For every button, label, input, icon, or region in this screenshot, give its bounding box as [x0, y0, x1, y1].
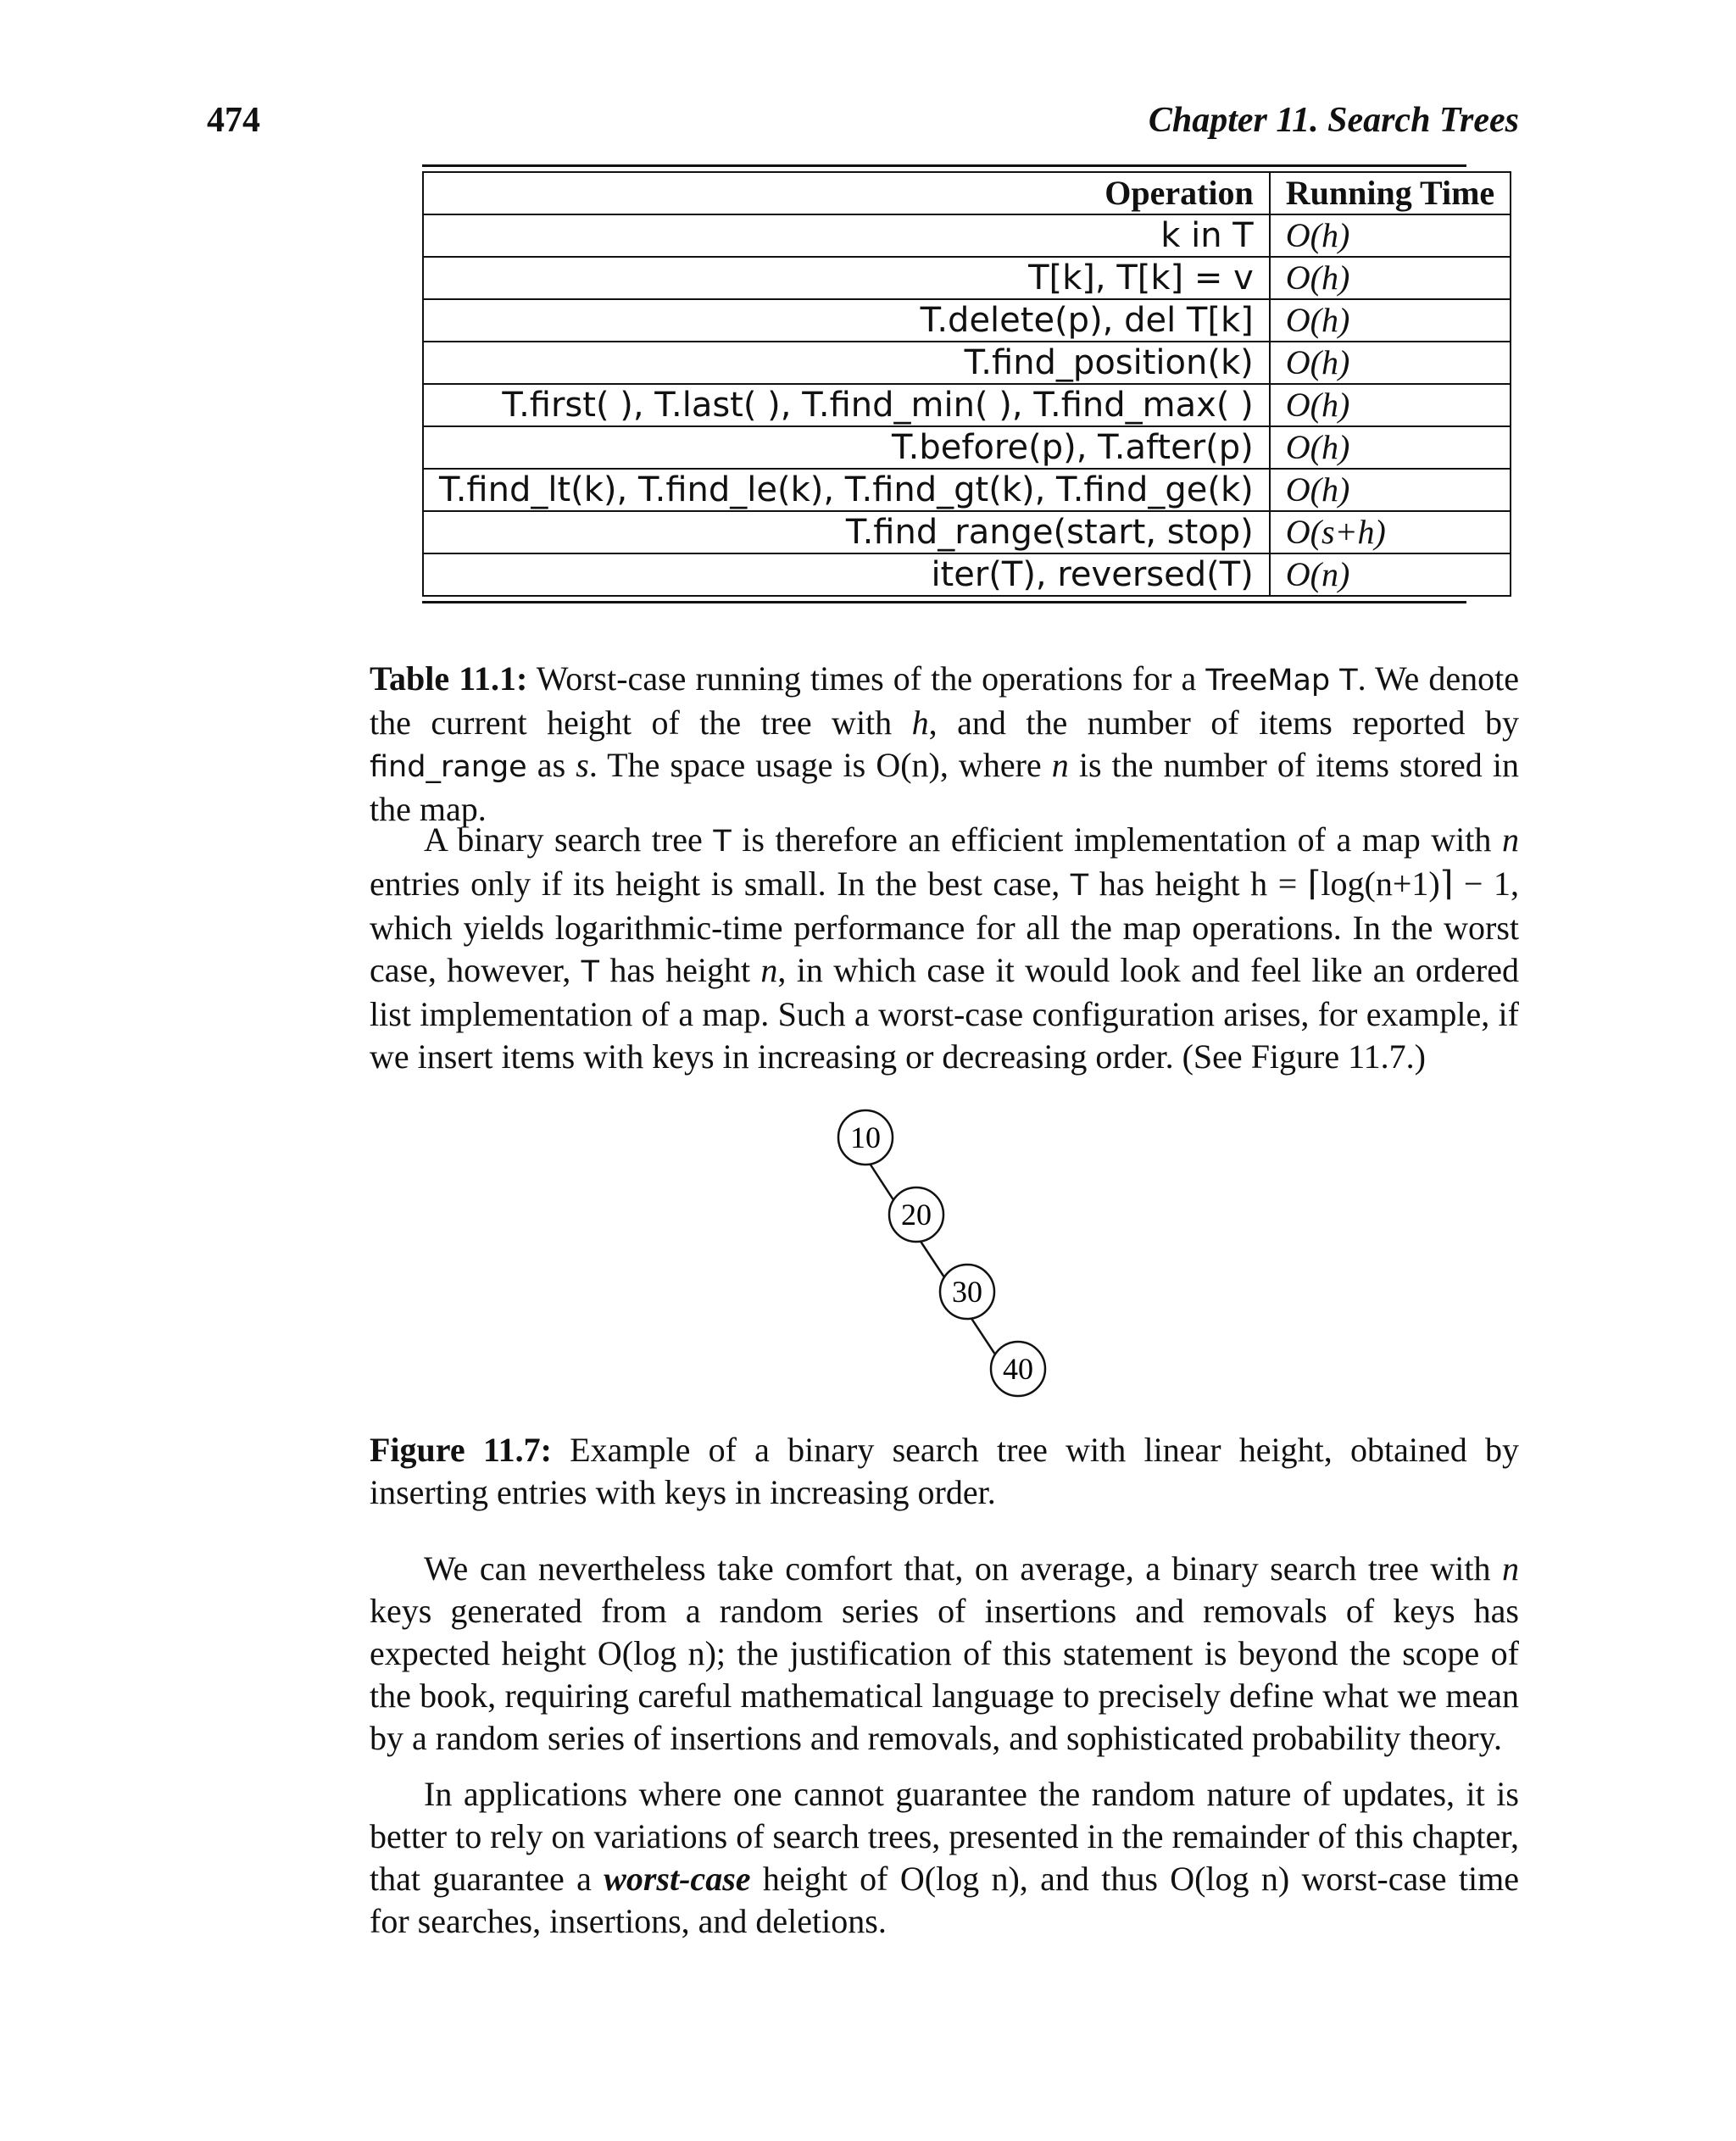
running-time-cell: O(h) — [1270, 469, 1511, 511]
math-n: n — [760, 951, 778, 989]
running-time-cell: O(n) — [1270, 553, 1511, 596]
emphasis-worst-case: worst-case — [604, 1860, 751, 1898]
table-row — [423, 257, 1511, 299]
paragraph-text: keys generated from a random series of insertions and removals of keys has expected height O(log n); the justification of this statement is beyond the scope of the book, requiring careful mathematical language to precisely define what we mean by a random series of insertions and removals, and sophisticated probability theory. — [370, 1592, 1519, 1757]
running-time-cell: O(s+h) — [1270, 511, 1511, 553]
running-time-cell: O(h) — [1270, 257, 1511, 299]
paragraph-text: entries only if its height is small. In the best case, — [370, 865, 1071, 903]
paragraph-text: A binary search tree — [424, 820, 714, 859]
tree-node-label: 30 — [952, 1275, 982, 1309]
table-caption-label: Table 11.1: — [370, 659, 528, 698]
paragraph-text: In applications where one cannot guarantee the random nature of updates, it is better to rely on variations of search trees, presented in the remainder of this chapter, that guarantee a — [370, 1775, 1519, 1898]
code-find-range: find_range — [370, 750, 527, 784]
caption-text: , and the number of items reported by — [928, 703, 1519, 742]
caption-text: . The space usage is O(n), where — [588, 746, 1052, 784]
math-h: h — [911, 703, 929, 742]
paragraph-text: , in which case it would look and feel like an ordered list implementation of a map. Such a worst-case configuration arises, for example, if we insert items with keys in increasing or decreasing order. (See Figure 11.7.) — [370, 951, 1519, 1076]
column-header-running-time: Running Time — [1270, 172, 1511, 214]
table-row — [423, 469, 1511, 511]
math-n: n — [1502, 1549, 1519, 1588]
operation-cell: k in T — [423, 214, 1270, 257]
tree-node-label: 40 — [1003, 1352, 1033, 1386]
math-n: n — [1051, 746, 1069, 784]
caption-text: Example of a binary search tree with linear height, obtained by inserting entries with keys in increasing order. — [370, 1431, 1519, 1511]
operation-cell: T.find_position(k) — [423, 342, 1270, 384]
paragraph-text: height of O(log n), and thus O(log n) worst-case time for searches, insertions, and deletions. — [370, 1860, 1519, 1940]
caption-text: is the number of items stored in the map. — [370, 746, 1519, 828]
caption-text: . We denote the current height of the tree with — [370, 659, 1520, 742]
caption-text: Worst-case running times of the operations for a — [527, 659, 1206, 698]
paragraph-height-analysis — [370, 819, 1519, 1078]
table-row — [423, 426, 1511, 469]
figure-caption — [370, 1429, 1519, 1514]
operation-cell: T.find_lt(k), T.find_le(k), T.find_gt(k), T.find_ge(k) — [423, 469, 1270, 511]
chapter-title: Chapter 11. Search Trees — [1148, 101, 1519, 140]
code-t: T — [1070, 869, 1089, 903]
running-time-table — [422, 164, 1495, 603]
column-header-operation: Operation — [423, 172, 1270, 214]
running-time-cell: O(h) — [1270, 426, 1511, 469]
math-n: n — [1501, 820, 1519, 859]
running-time-cell: O(h) — [1270, 299, 1511, 342]
table-header-row — [423, 172, 1511, 214]
operation-cell: T.first( ), T.last( ), T.find_min( ), T.find_max( ) — [423, 384, 1270, 426]
code-t: T — [1339, 664, 1358, 698]
paragraph-average-case — [370, 1548, 1519, 1760]
running-time-cell: O(h) — [1270, 214, 1511, 257]
table-row — [423, 384, 1511, 426]
running-time-cell: O(h) — [1270, 384, 1511, 426]
table-row — [423, 553, 1511, 596]
operation-cell: T.find_range(start, stop) — [423, 511, 1270, 553]
math-s: s — [576, 746, 589, 784]
figure-caption-label: Figure 11.7: — [370, 1431, 552, 1469]
running-time-cell: O(h) — [1270, 342, 1511, 384]
tree-node-label: 10 — [850, 1121, 881, 1154]
table-row — [423, 342, 1511, 384]
code-treemap: TreeMap — [1205, 664, 1331, 698]
operation-cell: T.delete(p), del T[k] — [423, 299, 1270, 342]
caption-text: as — [526, 746, 576, 784]
operations-table — [422, 171, 1511, 597]
code-t: T — [713, 825, 732, 859]
operation-cell: iter(T), reversed(T) — [423, 553, 1270, 596]
table-row — [423, 299, 1511, 342]
table-row — [423, 511, 1511, 553]
table-row — [423, 214, 1511, 257]
paragraph-text: has height — [599, 951, 761, 989]
linear-height-bst-figure — [814, 1102, 1068, 1407]
paragraph-text: has height h = ⌈log(n+1)⌉ − 1, which yields logarithmic-time performance for all the map operations. In the worst case, however, — [370, 865, 1519, 989]
paragraph-text: We can nevertheless take comfort that, on average, a binary search tree with — [424, 1549, 1502, 1588]
paragraph-worst-case-guarantee — [370, 1773, 1519, 1943]
table-caption — [370, 658, 1519, 831]
code-t: T — [581, 955, 600, 989]
operation-cell: T.before(p), T.after(p) — [423, 426, 1270, 469]
paragraph-text: is therefore an efficient implementation of a map with — [731, 820, 1502, 859]
tree-node-label: 20 — [901, 1198, 932, 1232]
caption-text — [1330, 659, 1339, 698]
page-number: 474 — [207, 101, 260, 140]
operation-cell: T[k], T[k] = v — [423, 257, 1270, 299]
